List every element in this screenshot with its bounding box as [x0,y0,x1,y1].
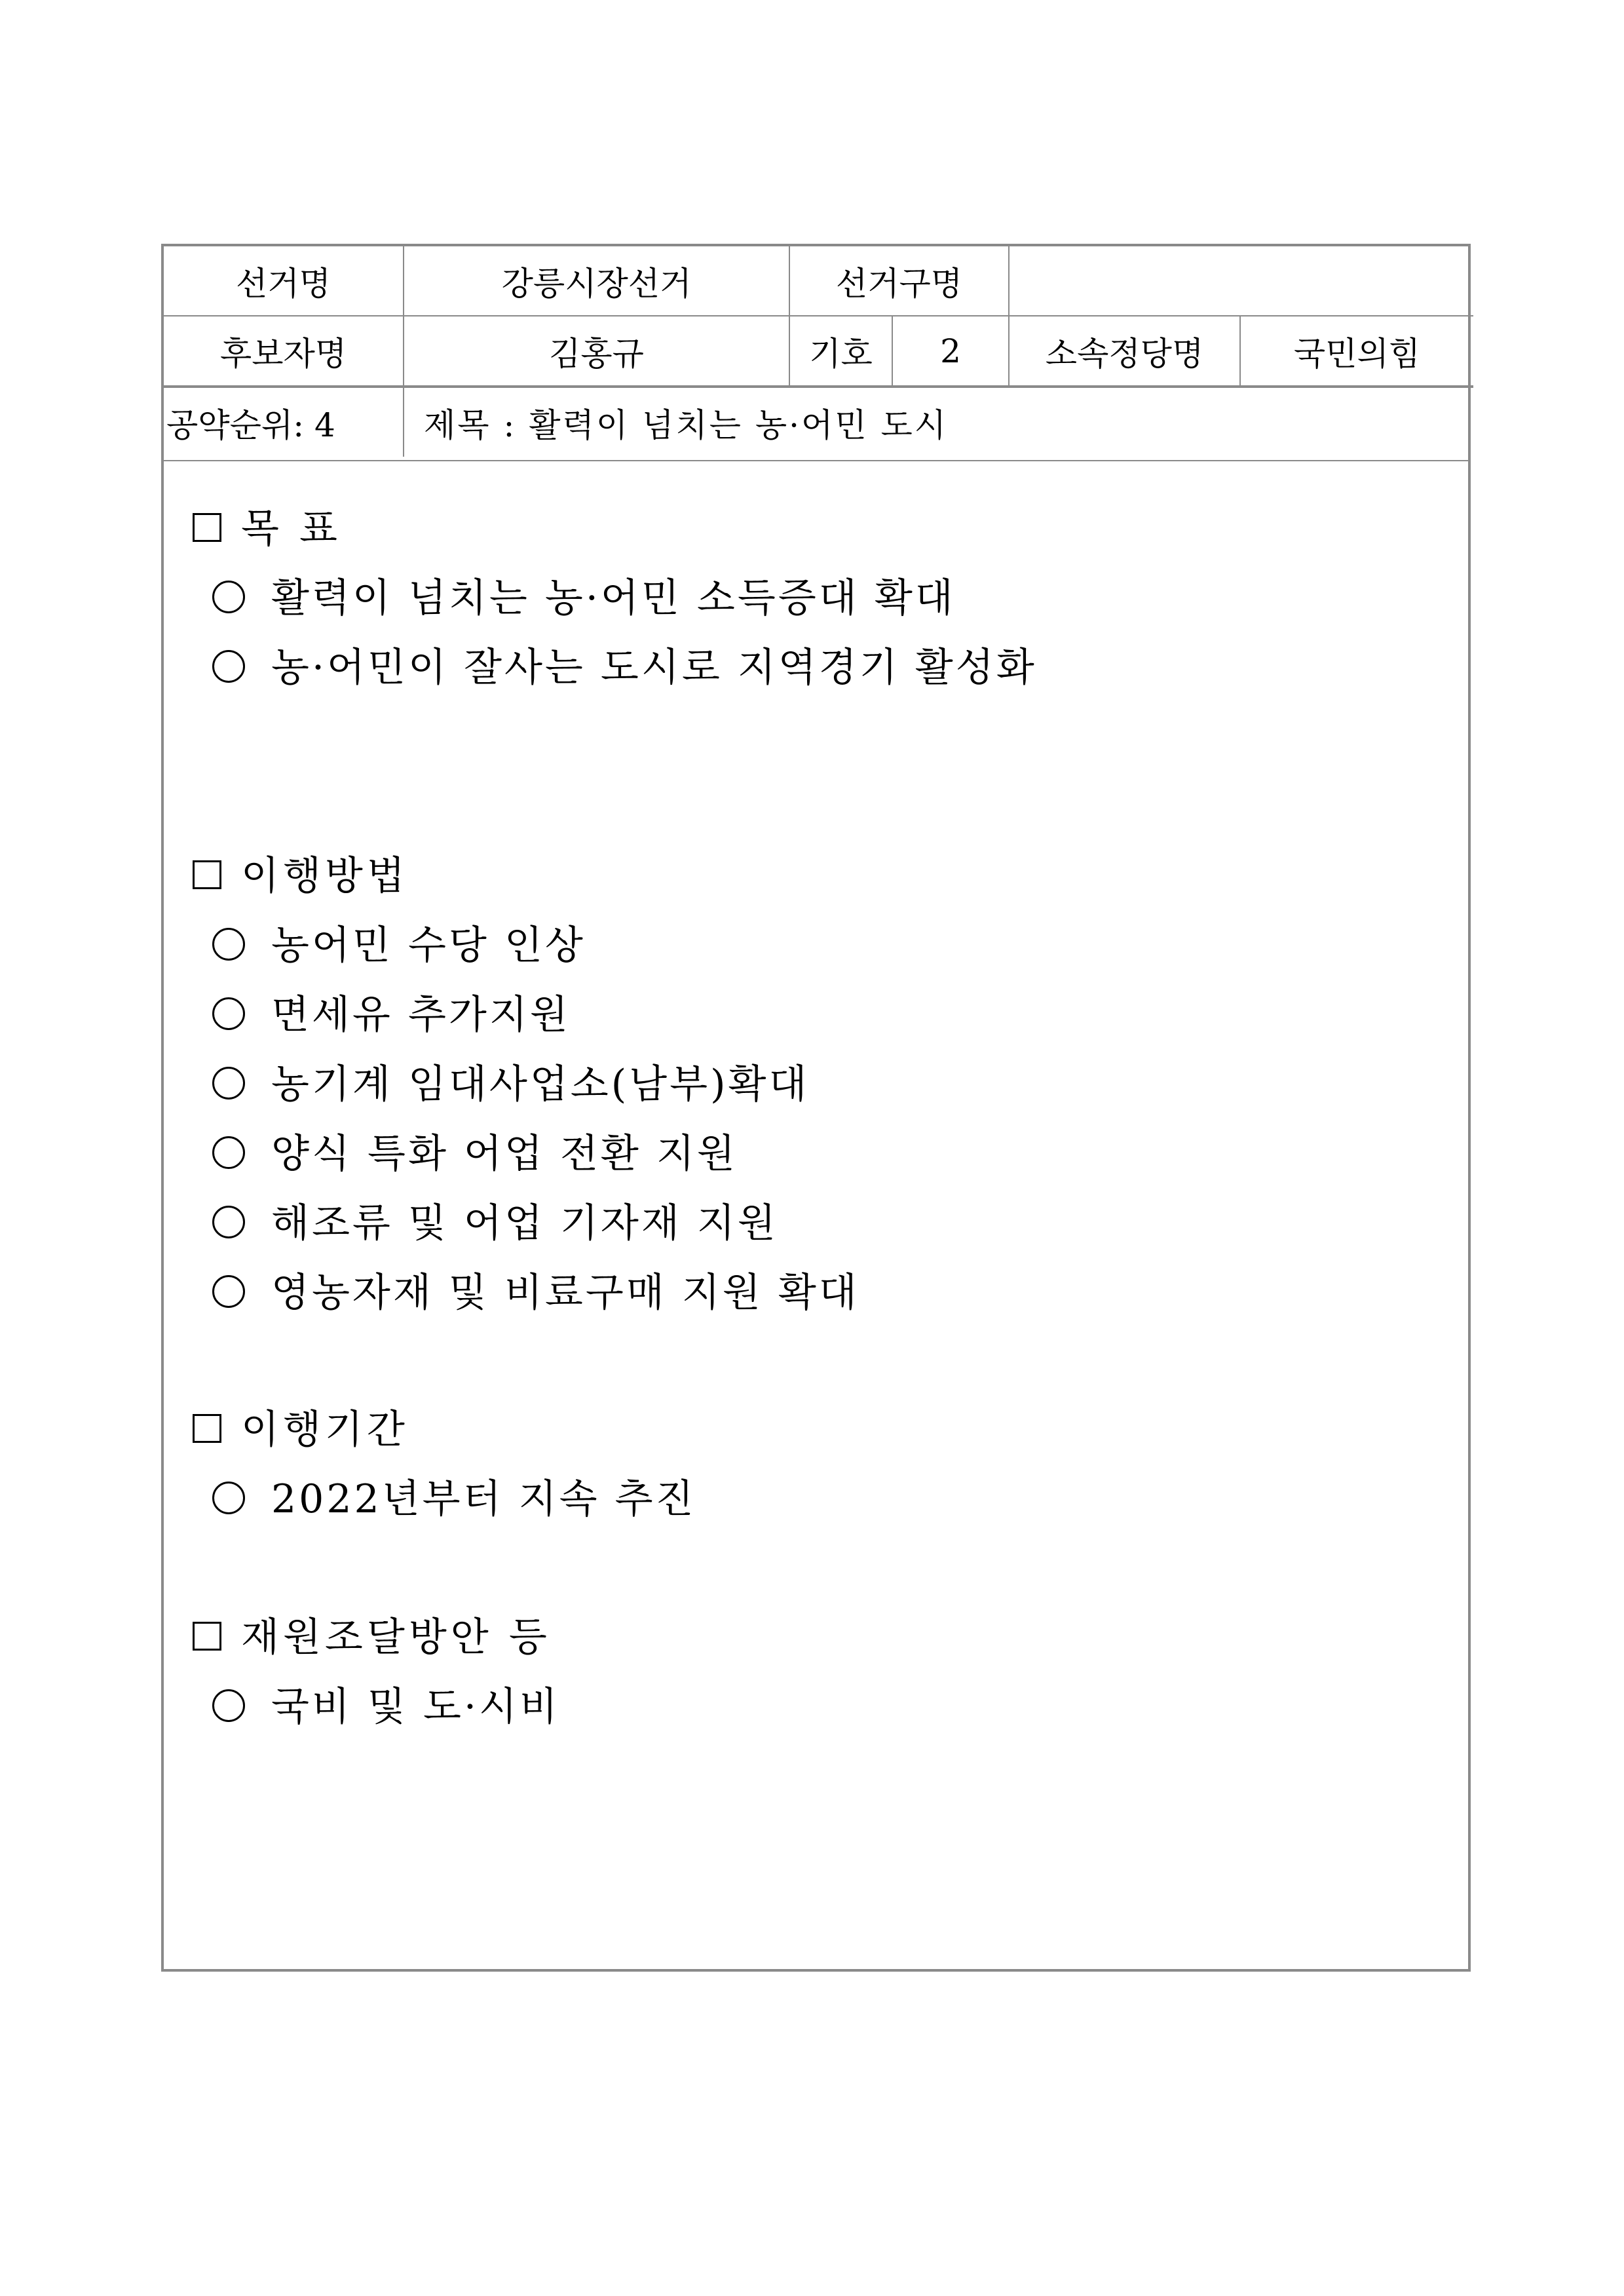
list-item: 해조류 및 어업 기자재 지원 [193,1189,859,1258]
district-name-label: 선거구명 [789,246,1009,316]
ballot-number-label: 기호 [789,316,892,387]
header-row-candidate [164,316,1473,387]
list-item: 농기계 임대사업소(남부)확대 [193,1050,859,1119]
checkbox-square-icon [193,1414,221,1443]
circle-bullet-icon [212,928,245,961]
section-funding [193,1603,560,1742]
pledge-body [164,460,1468,1969]
pledge-rank: 공약순위: 4 [164,387,404,457]
section-goals [193,494,1037,702]
list-item: 양식 특화 어업 전환 지원 [193,1119,859,1189]
pledge-title: 제목 : 활력이 넘치는 농·어민 도시 [404,387,1473,457]
circle-bullet-icon [212,581,245,613]
ballot-number-value: 2 [892,316,1009,387]
circle-bullet-icon [212,1067,245,1100]
list-item: 농어민 수당 인상 [193,911,859,980]
section-heading: 목 표 [193,494,1037,564]
checkbox-square-icon [193,513,221,542]
section-period [193,1395,696,1534]
header-row-election [164,246,1473,316]
section-heading: 재원조달방안 등 [193,1603,560,1672]
pledge-header-table [164,246,1473,457]
checkbox-square-icon [193,1622,221,1651]
circle-bullet-icon [212,1689,245,1722]
party-name-value: 국민의힘 [1240,316,1473,387]
pledge-form [161,244,1471,1972]
header-row-title [164,387,1473,457]
list-item: 면세유 추가지원 [193,980,859,1050]
circle-bullet-icon [212,650,245,683]
circle-bullet-icon [212,1275,245,1308]
section-heading: 이행기간 [193,1395,696,1464]
district-name-value [1009,246,1473,316]
section-methods [193,841,859,1328]
list-item: 국비 및 도·시비 [193,1672,560,1742]
list-item: 2022년부터 지속 추진 [193,1464,696,1534]
circle-bullet-icon [212,1482,245,1514]
election-name-label: 선거명 [164,246,404,316]
candidate-name-value: 김홍규 [404,316,789,387]
election-name-value: 강릉시장선거 [404,246,789,316]
circle-bullet-icon [212,1206,245,1238]
list-item: 활력이 넘치는 농·어민 소득증대 확대 [193,564,1037,633]
circle-bullet-icon [212,1136,245,1169]
list-item: 영농자재 및 비료구매 지원 확대 [193,1258,859,1328]
candidate-name-label: 후보자명 [164,316,404,387]
party-name-label: 소속정당명 [1009,316,1240,387]
section-heading: 이행방법 [193,841,859,911]
circle-bullet-icon [212,997,245,1030]
list-item: 농·어민이 잘사는 도시로 지역경기 활성화 [193,633,1037,702]
checkbox-square-icon [193,860,221,889]
